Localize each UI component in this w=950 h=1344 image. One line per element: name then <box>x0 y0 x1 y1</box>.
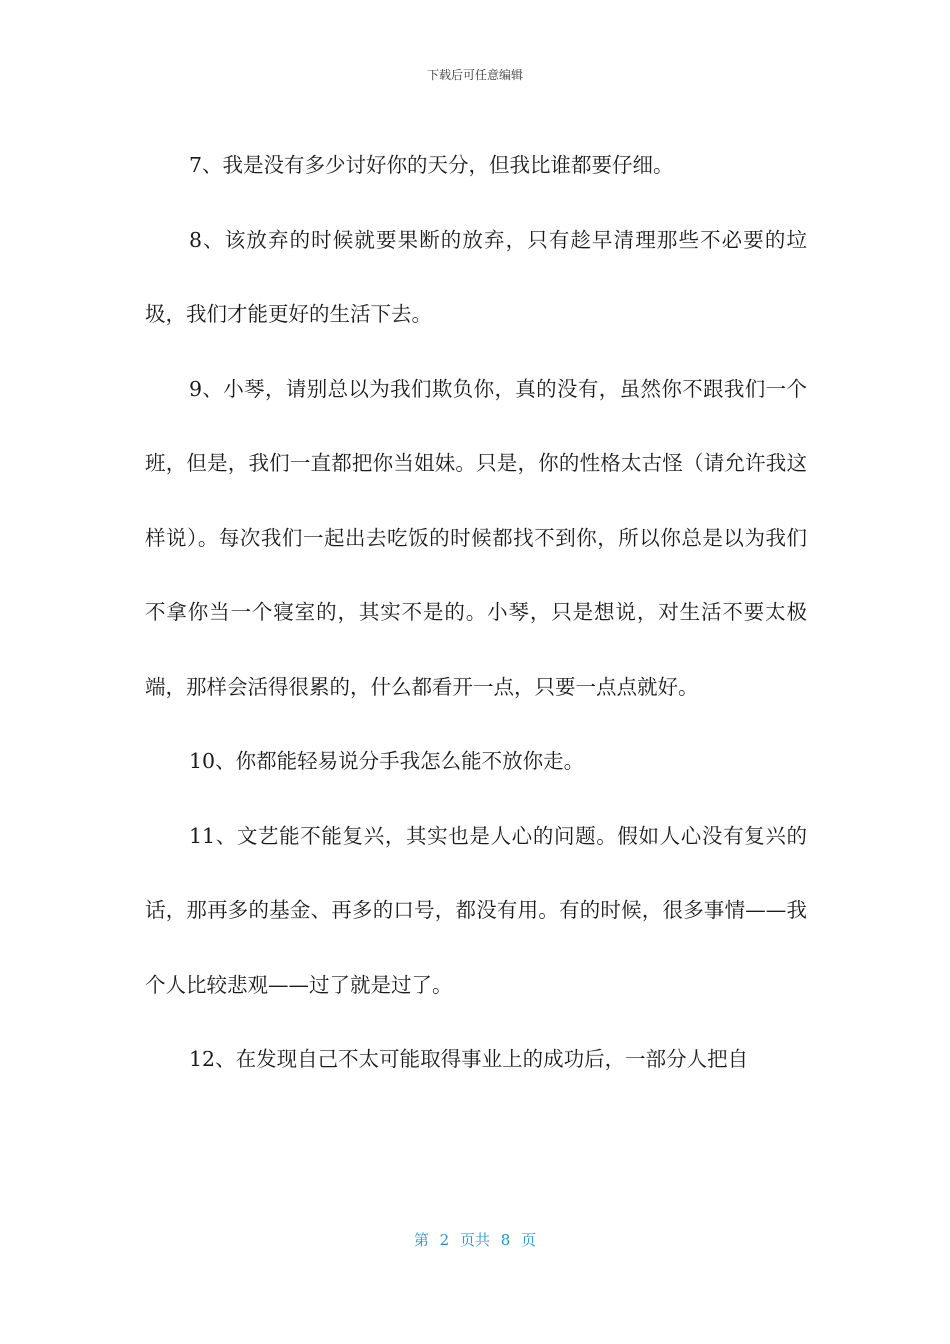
paragraph-9: 9、小琴，请别总以为我们欺负你，真的没有，虽然你不跟我们一个班，但是，我们一直都把你当姐妹。只是，你的性格太古怪（请允许我这样说）。每次我们一起出去吃饭的时候都找不到你，所以你总是以为我们不拿你当一个寝室的，其实不是的。小琴，只是想说，对生活不要太极端，那样会活得很累的，什么都看开一点，只要一点点就好。 <box>145 376 807 699</box>
page-label-prefix: 第 <box>413 1231 429 1249</box>
document-body <box>145 128 807 1097</box>
page-header: 下载后可任意编辑 <box>426 68 523 82</box>
paragraph-8: 8、该放弃的时候就要果断的放弃，只有趁早清理那些不必要的垃圾，我们才能更好的生活下去。 <box>145 227 807 326</box>
page-label-mid: 页共 <box>459 1231 490 1249</box>
total-pages-number: 8 <box>500 1231 511 1249</box>
paragraph-10: 10、你都能轻易说分手我怎么能不放你走。 <box>189 749 585 773</box>
page-footer <box>0 1229 950 1250</box>
current-page-number: 2 <box>439 1231 450 1249</box>
paragraph-11: 11、文艺能不能复兴，其实也是人心的问题。假如人心没有复兴的话，那再多的基金、再多的口号，都没有用。有的时候，很多事情——我个人比较悲观——过了就是过了。 <box>145 823 807 997</box>
paragraph-7: 7、我是没有多少讨好你的天分，但我比谁都要仔细。 <box>189 153 674 177</box>
page-label-suffix: 页 <box>521 1231 537 1249</box>
paragraph-12: 12、在发现自己不太可能取得事业上的成功后，一部分人把自 <box>189 1047 749 1071</box>
